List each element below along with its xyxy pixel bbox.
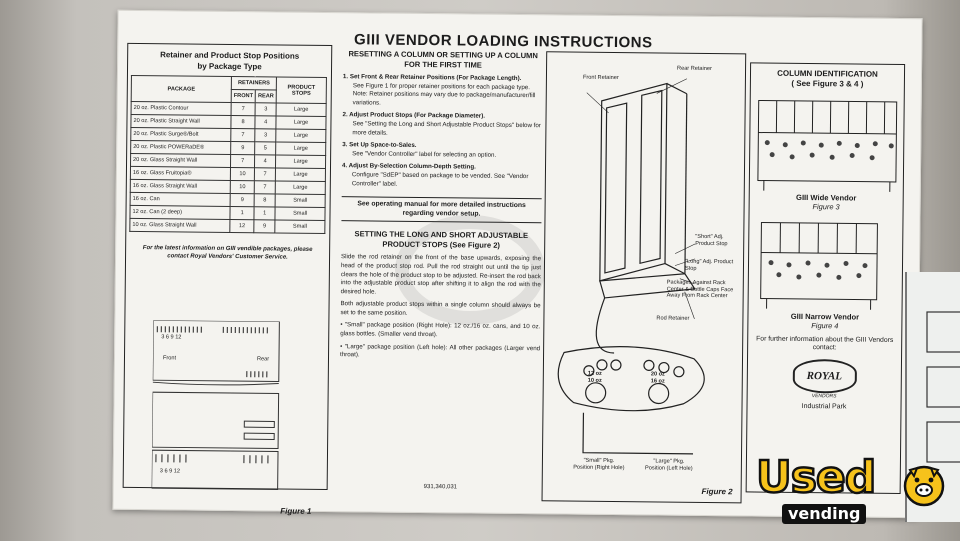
cell-rear: 4 — [255, 116, 276, 129]
fig1-rear-label: Rear — [256, 356, 270, 363]
column-id-title-line2: ( See Figure 3 & 4 ) — [791, 78, 864, 89]
paragraph-1: Slide the rod retainer on the front of the base upwards, exposing the head of the product stop rod. Pull the rod straight out until the tip just clears the hole of the product stop to be adjusted. Re-insert the rod back into the adjustable product stop after shifting it to align the rod with the desired hole. — [340, 253, 542, 296]
figure-2-panel — [542, 51, 747, 503]
cell-front: 8 — [231, 115, 255, 128]
step-3-body: See "Vendor Controller" label for selecting an option. — [352, 150, 497, 159]
paragraph-2: Both adjustable product stops within a single column should always be set to the same position. — [340, 300, 541, 317]
cell-stop: Large — [275, 168, 325, 182]
cell-package: 16 oz. Glass Straight Wall — [130, 179, 230, 193]
step-2-title: 2. Adjust Product Stops (For Package Diameter). — [342, 111, 486, 121]
cell-front: 7 — [231, 128, 255, 141]
header-rear: REAR — [255, 90, 276, 103]
cell-rear: 5 — [255, 142, 276, 155]
narrow-vendor-caption: GIII Narrow Vendor — [790, 311, 860, 322]
cell-stop: Small — [275, 220, 325, 234]
cell-front: 10 — [230, 180, 254, 193]
long-stop-label: "Long" Adj. Product Stop — [684, 258, 734, 272]
cell-stop: Large — [276, 155, 326, 169]
cell-package: 12 oz. Can (2 deep) — [130, 205, 230, 219]
step-1-title: 1. Set Front & Rear Retainer Positions (For Package Length). — [342, 73, 522, 83]
royal-vendors-logo — [792, 359, 856, 394]
figure-4-label: Figure 4 — [811, 321, 839, 331]
step-3 — [342, 141, 542, 160]
step-2-body: See "Setting the Long and Short Adjustable Product Stops" below for more details. — [352, 120, 541, 137]
cell-stop: Large — [276, 103, 326, 117]
column-id-title-line1: COLUMN IDENTIFICATION — [777, 68, 878, 79]
table-title-line2: by Package Type — [197, 61, 262, 72]
cell-rear: 9 — [254, 220, 275, 233]
cell-stop: Large — [275, 181, 325, 195]
fig1-numbers-bottom: 3 6 9 12 — [159, 468, 181, 475]
figure-3-label: Figure 3 — [812, 202, 840, 212]
header-product-stops: PRODUCT STOPS — [276, 77, 326, 104]
cell-stop: Large — [276, 142, 326, 156]
narrow-vendor-drawing — [750, 216, 901, 313]
address-text: Industrial Park — [801, 402, 847, 411]
oz-right-a: 20 oz — [650, 371, 665, 378]
cell-stop: Small — [275, 194, 325, 208]
package-table — [129, 75, 327, 234]
oz-left-b: 10 oz — [587, 377, 602, 384]
large-position: • "Large" package position (Left hole): All other packages (Larger vend throat). — [340, 342, 541, 359]
table-title — [128, 49, 331, 73]
step-4-body: Configure "SdEP" based on package to be vended. See "Vendor Controller" label. — [351, 171, 529, 188]
column-id-title — [751, 68, 904, 90]
column-identification-panel — [746, 62, 905, 494]
cell-package: 20 oz. Plastic Contour — [131, 101, 231, 115]
front-retainer-label: Front Retainer — [582, 74, 619, 82]
cell-front: 10 — [230, 167, 254, 180]
oz-left-a: 12 oz — [587, 370, 602, 377]
cell-front: 12 — [230, 219, 254, 232]
brand-used-text: Used — [756, 452, 876, 503]
cell-rear: 3 — [255, 103, 276, 116]
step-4 — [342, 163, 542, 191]
table-row — [130, 218, 325, 233]
cell-front: 1 — [230, 206, 254, 219]
main-title: GIII VENDOR LOADING INSTRUCTIONS — [353, 31, 653, 52]
manual-note: See operating manual for more detailed instructions regarding vendor setup. — [341, 196, 541, 223]
rod-retainer-label: Rod Retainer — [656, 315, 690, 322]
header-package: PACKAGE — [131, 75, 231, 102]
retainer-table-panel — [123, 43, 333, 516]
cell-rear: 1 — [254, 207, 275, 220]
cell-package: 16 oz. Can — [130, 192, 230, 206]
small-pkg-label: "Small" Pkg. Position (Right Hole) — [573, 457, 625, 471]
cell-stop: Large — [276, 129, 326, 143]
large-pkg-label: "Large" Pkg. Position (Left Hole) — [645, 458, 693, 472]
step-1-body: See Figure 1 for proper retainer positions for each package type. Note: Retainer positions may vary due to package/manufacturer/fill variations. — [352, 81, 536, 107]
cell-rear: 4 — [255, 155, 276, 168]
figure-1-label: Figure 1 — [280, 506, 312, 516]
cell-front: 9 — [231, 141, 255, 154]
watermark — [395, 215, 545, 325]
header-retainers: RETAINERS — [231, 76, 276, 89]
royal-logo-subtext: VENDORS — [811, 392, 837, 400]
pig-mascot-icon — [900, 460, 948, 508]
royal-logo-text: ROYAL — [806, 369, 843, 383]
vendible-note: For the latest information on GIII vendible packages, please contact Royal Vendors' Customer Service. — [142, 245, 313, 261]
cell-package: 20 oz. Glass Straight Wall — [131, 153, 231, 167]
cell-rear: 8 — [254, 194, 275, 207]
step-1 — [343, 73, 543, 109]
cell-front: 9 — [230, 193, 254, 206]
cell-rear: 7 — [254, 181, 275, 194]
cell-package: 20 oz. Plastic POWERaDE® — [131, 140, 231, 154]
cell-stop: Large — [276, 116, 326, 130]
step-3-title: 3. Set Up Space-to-Sales. — [342, 141, 417, 150]
figure-1-diagram — [151, 320, 321, 520]
cell-rear: 3 — [255, 129, 276, 142]
document-number: 931,340,031 — [423, 484, 458, 491]
oz-right-b: 16 oz — [650, 378, 665, 385]
cell-rear: 7 — [255, 168, 276, 181]
cell-package: 20 oz. Plastic Surge®/Bolt — [131, 127, 231, 141]
step-2 — [342, 112, 542, 140]
fig1-front-label: Front — [162, 355, 177, 362]
cell-package: 20 oz. Plastic Straight Wall — [131, 114, 231, 128]
further-info-text: For further information about the GIII Vendors contact: — [756, 335, 894, 352]
short-stop-label: "Short" Adj. Product Stop — [695, 233, 728, 247]
fig1-numbers-top: 3 6 9 12 — [161, 334, 182, 341]
header-front: FRONT — [231, 89, 255, 102]
packages-note: Packages Against Rack Center & Bottle Caps Face Away From Rack Center — [666, 279, 734, 300]
resetting-heading: RESETTING A COLUMN OR SETTING UP A COLUMN FOR THE FIRST TIME — [348, 49, 538, 70]
figure-2-label: Figure 2 — [701, 486, 733, 497]
cell-stop: Small — [275, 207, 325, 221]
rear-retainer-label: Rear Retainer — [677, 65, 712, 73]
wide-vendor-drawing — [751, 92, 902, 194]
column-rack-drawing — [543, 52, 748, 504]
table-title-line1: Retainer and Product Stop Positions — [160, 50, 300, 61]
wide-vendor-caption: GIII Wide Vendor — [796, 192, 857, 203]
cell-package: 16 oz. Glass Fruitopia® — [130, 166, 230, 180]
brand-vending-text: vending — [782, 504, 866, 524]
used-vending-logo — [752, 450, 952, 535]
cell-front: 7 — [230, 154, 254, 167]
step-4-title: 4. Adjust By-Selection Column-Depth Setting. — [341, 162, 476, 171]
cell-front: 7 — [231, 102, 255, 115]
product-stops-heading: SETTING THE LONG AND SHORT ADJUSTABLE PRODUCT STOPS (See Figure 2) — [354, 229, 529, 251]
small-position: • "Small" package position (Right Hole): 12 oz./16 oz. cans, and 10 oz. glass bottles. (Smaller vend throat). — [340, 321, 541, 339]
cell-package: 10 oz. Glass Straight Wall — [130, 218, 230, 232]
